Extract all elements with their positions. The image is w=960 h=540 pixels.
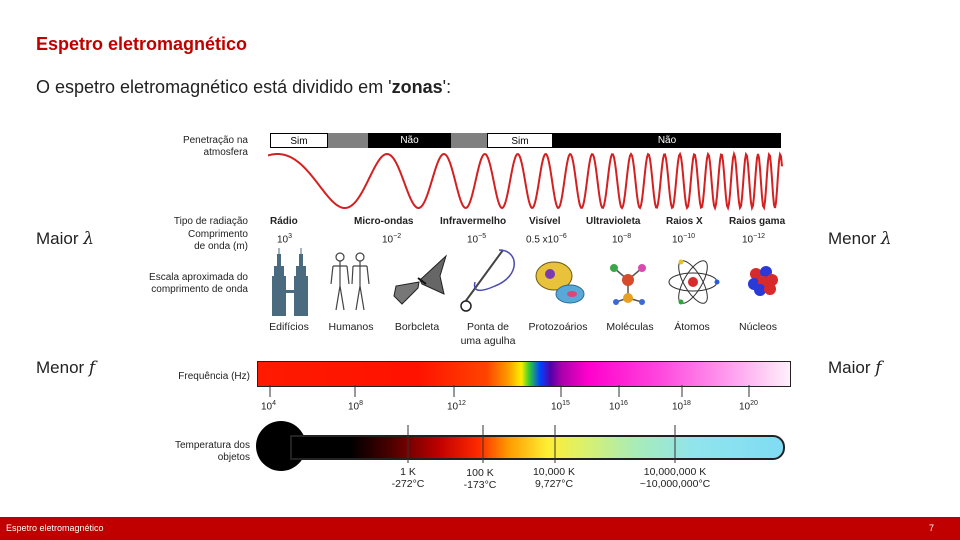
wavelength-value: $10^{-5}$ [467, 233, 487, 246]
subtitle-bold: zonas [391, 77, 443, 97]
radiation-type: Rádio [270, 216, 298, 227]
wave-graphic [268, 150, 784, 212]
wavelength-row-label: Comprimento de onda (m) [187, 229, 248, 252]
frequency-value: $10^{12}$ [447, 400, 466, 413]
lambda-symbol: λ [880, 229, 892, 249]
subtitle-prefix: O espetro eletromagnético está dividido em ' [36, 77, 392, 97]
penetration-segment: Não [368, 133, 451, 148]
radiation-type: Infravermelho [440, 216, 507, 227]
scale-object: Ponta de uma agulha [460, 321, 516, 347]
frequency-value: $10^{20}$ [739, 400, 758, 413]
penetration-segment [328, 133, 368, 148]
page-number: 7 [928, 523, 934, 533]
scale-row-label: Escala aproximada do comprimento de onda [149, 272, 248, 295]
humans-icon [328, 250, 374, 314]
scale-object: Moléculas [606, 321, 654, 333]
frequency-ticks [257, 385, 791, 399]
penetration-segment [451, 133, 487, 148]
penetration-row-label: Penetração na atmosfera [182, 135, 248, 158]
radiation-type: Raios X [666, 216, 703, 227]
butterfly-icon [392, 254, 448, 308]
subtitle-suffix: ': [442, 77, 452, 97]
radiation-type: Raios gama [729, 216, 786, 227]
right-wavelength-label: Menor λ [828, 229, 892, 249]
scale-object: Núcleos [739, 321, 777, 333]
temperature-mark: 10,000,000 K ~10,000,000°C [639, 466, 711, 490]
slide-subtitle [36, 77, 451, 98]
frequency-value: $10^8$ [348, 400, 364, 413]
frequency-row-label: Frequência (Hz) [178, 371, 250, 382]
footer-bar [0, 517, 960, 540]
slide-title: Espetro eletromagnético [36, 34, 248, 54]
penetration-segment: Sim [487, 133, 553, 148]
scale-object: Átomos [674, 321, 710, 333]
penetration-segment: Não [553, 133, 781, 148]
lambda-symbol: λ [83, 229, 95, 249]
scale-object: Borbcleta [394, 321, 440, 333]
radiation-type: Ultravioleta [586, 216, 641, 227]
protozoa-icon [530, 254, 588, 310]
scale-object: Protozoários [528, 321, 588, 333]
frequency-value: $10^{15}$ [551, 400, 570, 413]
wavelength-value: $10^{-12}$ [742, 233, 765, 246]
left-wavelength-label: Maior λ [36, 229, 95, 249]
wavelength-value: $10^{-8}$ [612, 233, 632, 246]
f-symbol: f [875, 358, 882, 378]
buildings-icon [266, 248, 314, 316]
penetration-segment: Sim [270, 133, 328, 148]
radiation-type: Visível [529, 216, 561, 227]
frequency-value: $10^4$ [261, 400, 277, 413]
wavelength-value: $10^3$ [277, 233, 293, 246]
footer-title: Espetro eletromagnético [6, 523, 104, 533]
temperature-mark: 10,000 K 9,727°C [532, 466, 576, 490]
atom-icon [666, 254, 720, 310]
frequency-spectrum-bar [257, 361, 791, 387]
frequency-value: $10^{18}$ [672, 400, 691, 413]
molecule-icon [604, 256, 652, 308]
temperature-mark: 1 K -272°C [391, 466, 425, 490]
frequency-value: $10^{16}$ [609, 400, 628, 413]
left-frequency-label: Menor f [36, 358, 96, 378]
nucleus-icon [744, 262, 780, 298]
temperature-ticks [290, 425, 782, 465]
radiation-type-row-label: Tipo de radiação [173, 216, 248, 227]
needle-tip-icon [455, 246, 525, 314]
wavelength-value: $10^{-2}$ [382, 233, 402, 246]
wavelength-value: $10^{-10}$ [672, 233, 695, 246]
radiation-type: Micro-ondas [354, 216, 414, 227]
f-symbol: f [88, 358, 96, 378]
right-frequency-label: Maior f [828, 358, 882, 378]
temperature-row-label: Temperatura dos objetos [174, 440, 250, 463]
scale-object: Humanos [328, 321, 374, 333]
scale-object: Edifícios [269, 321, 309, 333]
temperature-mark: 100 K -173°C [463, 467, 497, 491]
wavelength-value: 0.5 $x10^{-6}$ [526, 233, 567, 246]
